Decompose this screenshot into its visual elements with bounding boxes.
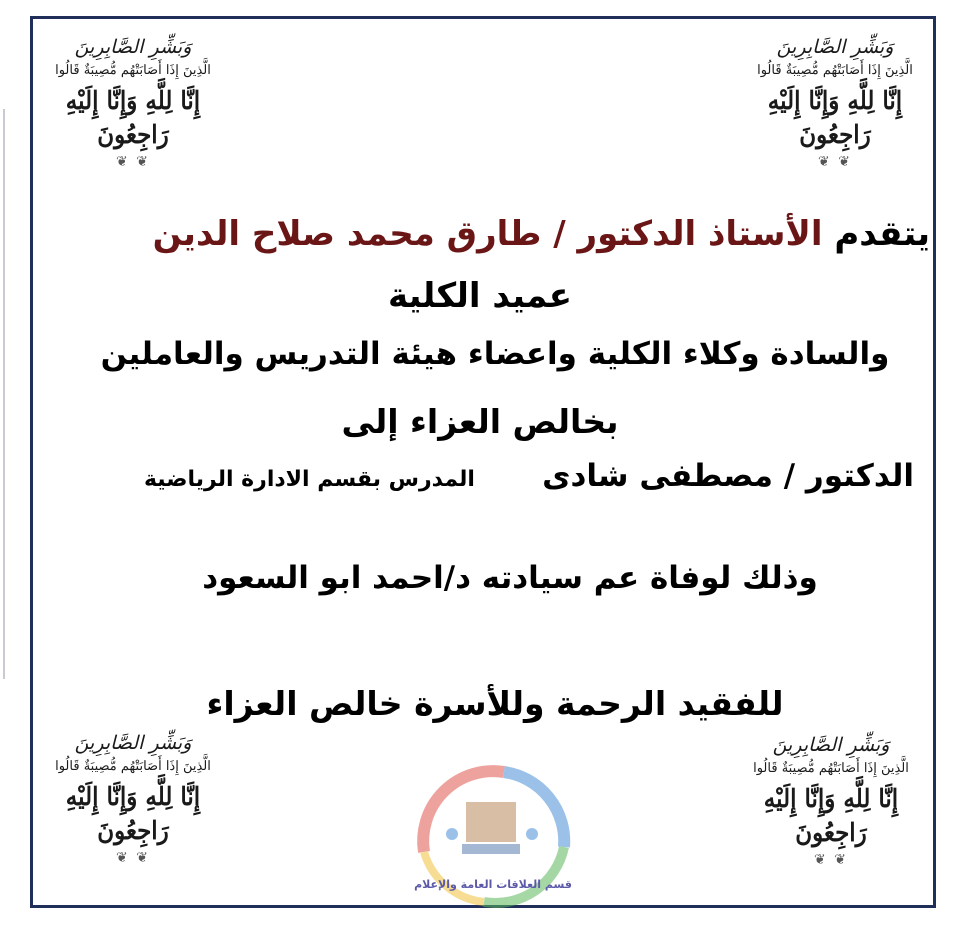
dean-name: الأستاذ الدكتور / طارق محمد صلاح الدين xyxy=(152,214,823,254)
logo-emblem xyxy=(466,802,516,842)
verse-calligraphy-bottom-right xyxy=(726,734,936,884)
verse-line-3: إِنَّا لِلَّهِ وَإِنَّا إِلَيْهِ رَاجِعُونَ xyxy=(65,86,201,149)
recipient-role: المدرس بقسم الادارة الرياضية xyxy=(143,467,475,492)
verse-line-1: وَبَشِّرِ الصَّابِرِينَ xyxy=(74,36,192,58)
verse-line-2: الَّذِينَ إِذَا أَصَابَتْهُم مُّصِيبَةٌ قَالُوا xyxy=(753,761,909,776)
staff-line: والسادة وكلاء الكلية واعضاء هيئة التدريس والعاملين xyxy=(100,336,890,372)
verse-line-2: الَّذِينَ إِذَا أَصَابَتْهُم مُّصِيبَةٌ قَالُوا xyxy=(757,63,913,78)
logo-caption: قسم العلاقات العامة والإعلام xyxy=(414,878,572,891)
verse-calligraphy-top-right xyxy=(730,36,940,186)
verse-line-2: الَّذِينَ إِذَا أَصَابَتْهُم مُّصِيبَةٌ قَالُوا xyxy=(55,759,211,774)
occasion-line: وذلك لوفاة عم سيادته د/احمد ابو السعود xyxy=(202,560,818,596)
verse-line-3: إِنَّا لِلَّهِ وَإِنَّا إِلَيْهِ رَاجِعُونَ xyxy=(763,784,899,847)
ornament-icon: ❦ ❦ xyxy=(116,850,150,866)
logo-figure-right xyxy=(526,828,538,840)
logo-banner xyxy=(462,844,520,854)
intro-word: يتقدم xyxy=(834,214,930,254)
logo-figure-left xyxy=(446,828,458,840)
condolence-line: بخالص العزاء إلى xyxy=(341,402,619,441)
closing-line: للفقيد الرحمة وللأسرة خالص العزاء xyxy=(206,684,784,723)
verse-line-3: إِنَّا لِلَّهِ وَإِنَّا إِلَيْهِ رَاجِعُونَ xyxy=(767,86,903,149)
verse-calligraphy-bottom-left xyxy=(28,732,238,882)
verse-calligraphy-top-left xyxy=(28,36,238,186)
dean-title: عميد الكلية xyxy=(388,276,572,316)
verse-line-3: إِنَّا لِلَّهِ وَإِنَّا إِلَيْهِ رَاجِعُونَ xyxy=(65,782,201,845)
intro-line xyxy=(153,214,930,254)
verse-line-1: وَبَشِّرِ الصَّابِرِينَ xyxy=(772,734,890,756)
verse-line-2: الَّذِينَ إِذَا أَصَابَتْهُم مُّصِيبَةٌ قَالُوا xyxy=(55,63,211,78)
ornament-icon: ❦ ❦ xyxy=(814,852,848,868)
verse-line-1: وَبَشِّرِ الصَّابِرِينَ xyxy=(74,732,192,754)
logo-swirl-yellow xyxy=(424,852,484,902)
verse-line-1: وَبَشِّرِ الصَّابِرِينَ xyxy=(776,36,894,58)
ornament-icon: ❦ ❦ xyxy=(818,154,852,170)
ornament-icon: ❦ ❦ xyxy=(116,154,150,170)
recipient-line xyxy=(144,458,914,494)
recipient-name: الدكتور / مصطفى شادى xyxy=(542,458,914,494)
logo-swirl-green xyxy=(484,847,564,903)
